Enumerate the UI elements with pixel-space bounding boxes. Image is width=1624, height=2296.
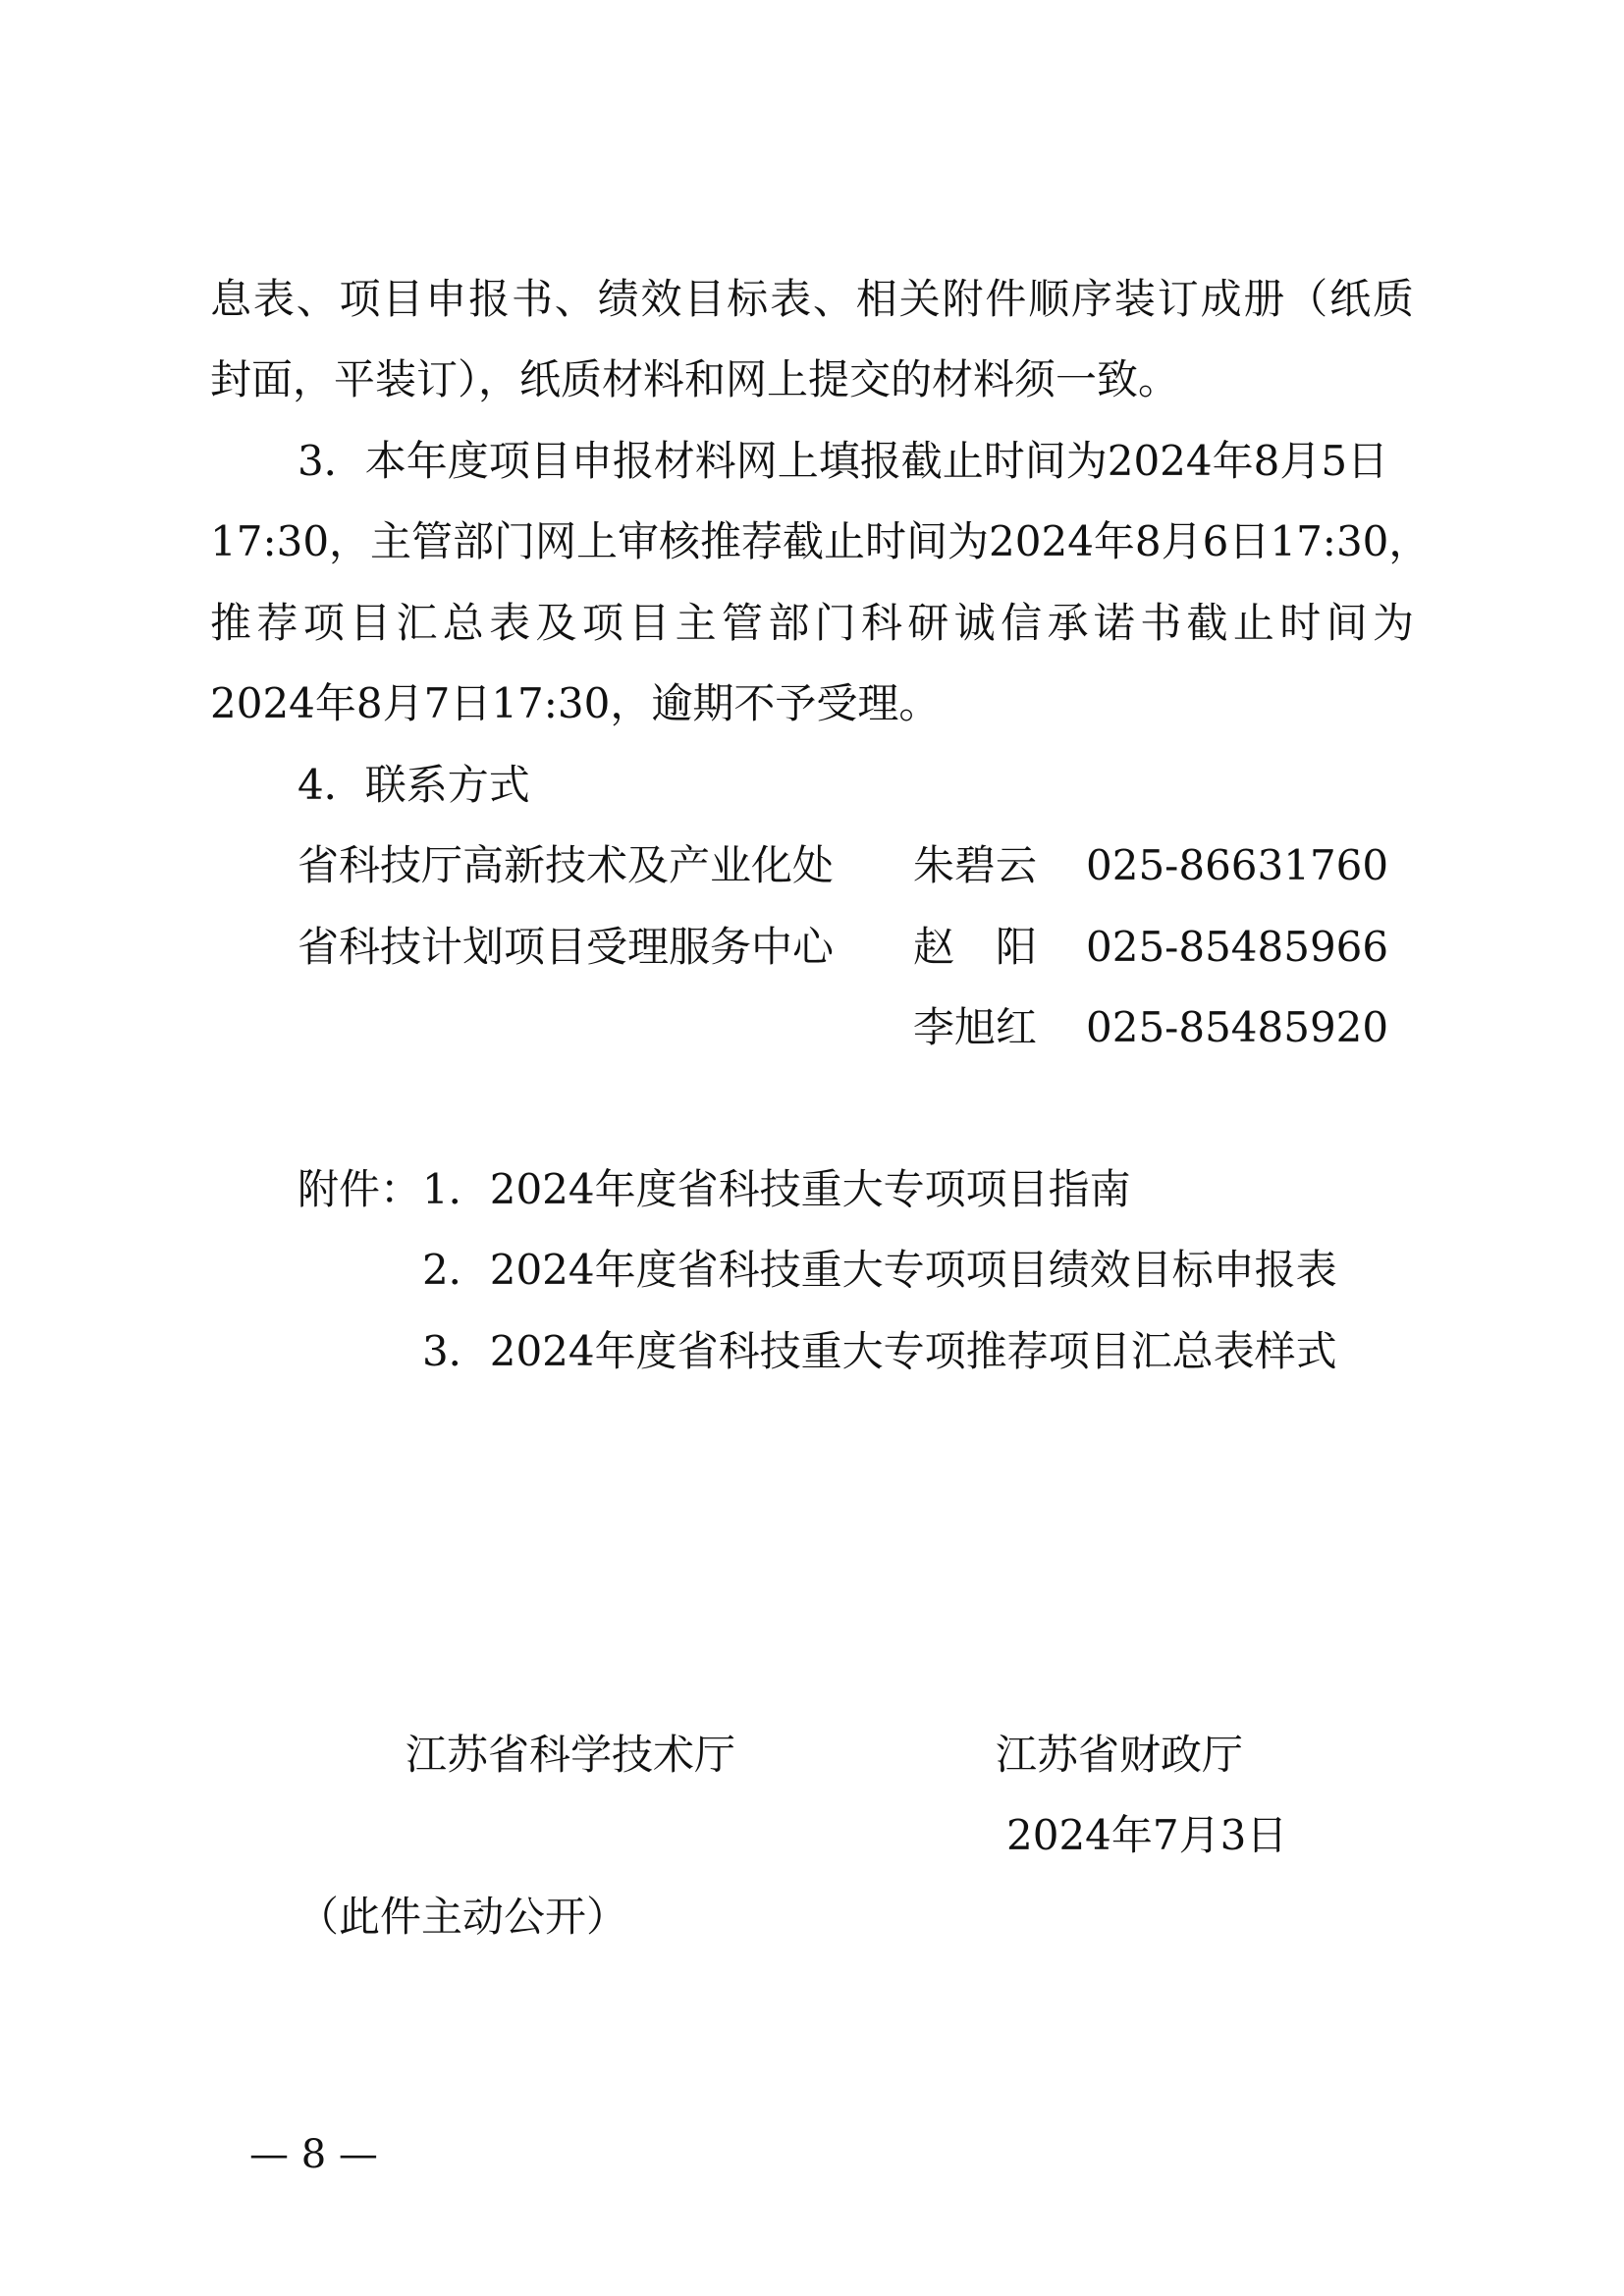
attachment-label: 附件： — [298, 1165, 422, 1213]
contact-department: 省科技厅高新技术及产业化处 — [298, 841, 835, 889]
attachment-item: 2．2024年度省科技重大专项项目绩效目标申报表 — [422, 1246, 1337, 1294]
signature-date: 2024年7月3日 — [1006, 1811, 1288, 1859]
signature-org: 江苏省财政厅 — [996, 1731, 1244, 1779]
attachment-item: 1．2024年度省科技重大专项项目指南 — [422, 1165, 1131, 1213]
paragraph-line: 推荐项目汇总表及项目主管部门科研诚信承诺书截止时间为 — [210, 599, 1414, 647]
contact-name: 李旭红 — [913, 1003, 1038, 1051]
paragraph-line: 封面，平装订），纸质材料和网上提交的材料须一致。 — [210, 355, 1180, 403]
section-heading: 4．联系方式 — [298, 761, 530, 809]
contact-phone: 025-85485966 — [1086, 923, 1389, 971]
attachment-item: 3．2024年度省科技重大专项推荐项目汇总表样式 — [422, 1327, 1337, 1375]
contact-phone: 025-86631760 — [1086, 841, 1389, 889]
paragraph-line: 3．本年度项目申报材料网上填报截止时间为2024年8月5日 — [298, 437, 1389, 485]
contact-department: 省科技计划项目受理服务中心 — [298, 923, 835, 971]
contact-name: 赵 阳 — [913, 923, 1038, 971]
contact-phone: 025-85485920 — [1086, 1003, 1389, 1051]
paragraph-line: 息表、项目申报书、绩效目标表、相关附件顺序装订成册（纸质 — [210, 275, 1414, 323]
contact-name: 朱碧云 — [913, 841, 1038, 889]
page-number: — 8 — — [249, 2132, 378, 2177]
disclosure-note: （此件主动公开） — [298, 1893, 628, 1941]
paragraph-line: 17:30，主管部门网上审核推荐截止时间为2024年8月6日17:30， — [210, 517, 1431, 565]
paragraph-line: 2024年8月7日17:30，逾期不予受理。 — [210, 679, 941, 727]
signature-org: 江苏省科学技术厅 — [406, 1731, 736, 1779]
